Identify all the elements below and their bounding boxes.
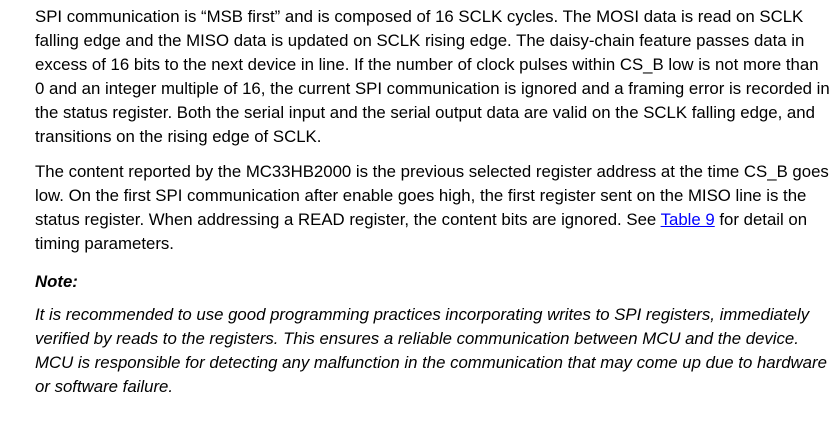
register-content-paragraph bbox=[35, 160, 830, 256]
note-heading: Note: bbox=[35, 272, 78, 291]
spi-communication-paragraph: SPI communication is “MSB first” and is composed of 16 SCLK cycles. The MOSI data is read on SCLK falling edge and the MISO data is updated on SCLK rising edge. The daisy-chain feature passes data in excess of 16 bits to the next device in line. If the number of clock pulses within CS_B low is not more than 0 and an integer multiple of 16, the current SPI communication is ignored and a framing error is recorded in the status register. Both the serial input and the serial output data are valid on the SCLK falling edge, and transitions on the rising edge of SCLK. bbox=[35, 7, 830, 146]
register-content-text-after-link: for detail on timing parameters. bbox=[35, 210, 808, 253]
note-paragraph: It is recommended to use good programming practices incorporating writes to SPI registers, immediately verified by reads to the registers. This ensures a reliable communication between MCU and the device. MCU is responsible for detecting any malfunction in the communication that may come up due to hardware or software failure. bbox=[35, 305, 827, 396]
table-9-link[interactable]: Table 9 bbox=[660, 210, 715, 229]
register-content-text-before-link: The content reported by the MC33HB2000 is the previous selected register address at the time CS_B goes low. On the first SPI communication after enable goes high, the first register sent on the MISO line is the status register. When addressing a READ register, the content bits are ignored. See bbox=[35, 162, 829, 229]
